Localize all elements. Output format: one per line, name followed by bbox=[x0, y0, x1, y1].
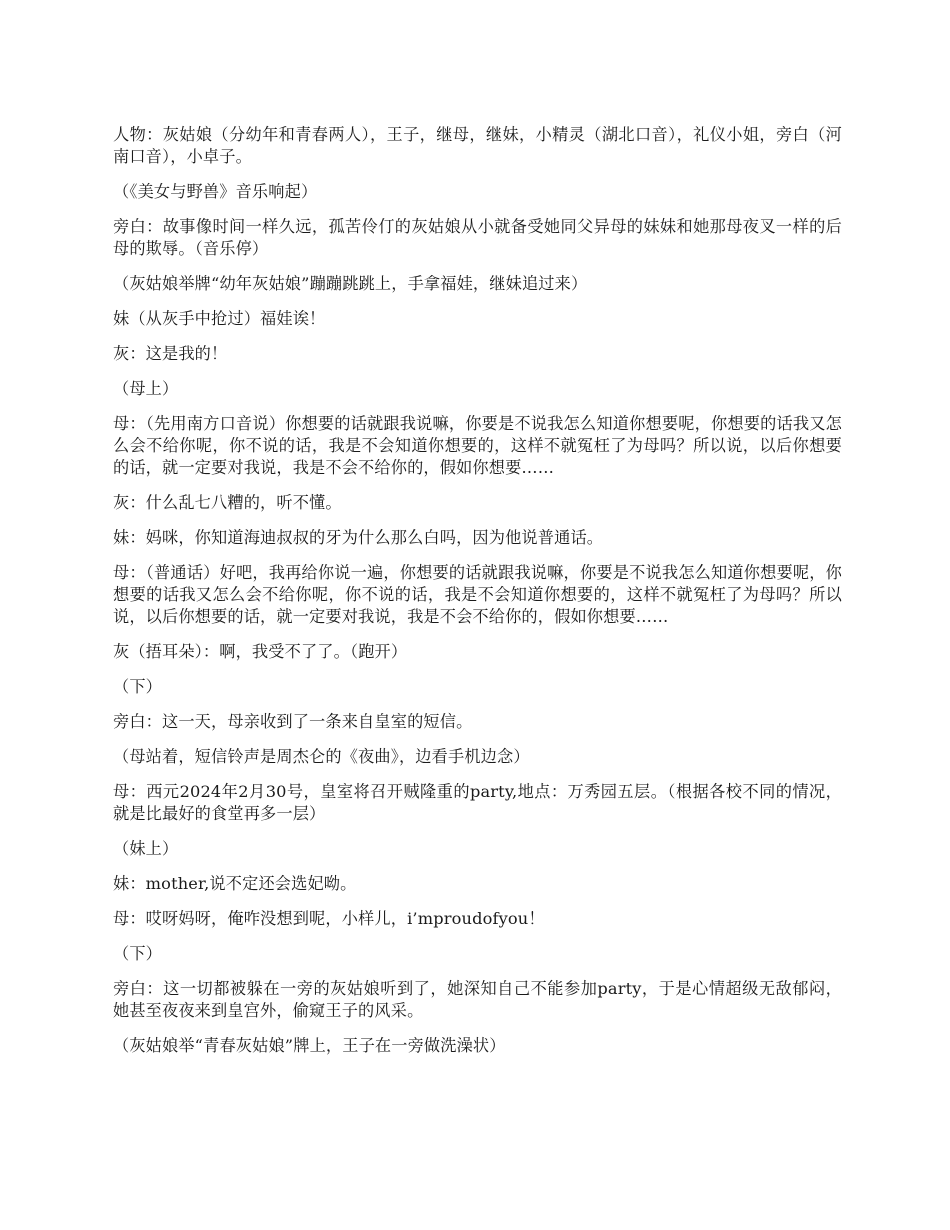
dialogue-line: 妹：妈咪，你知道海迪叔叔的牙为什么那么白吗，因为他说普通话。 bbox=[113, 528, 604, 547]
stage-direction: （灰姑娘举“青春灰姑娘”牌上，王子在一旁做洗澡状） bbox=[113, 1036, 506, 1055]
cast-list: 人物：灰姑娘（分幼年和青春两人），王子，继母，继妹，小精灵（湖北口音），礼仪小姐，旁白（河南口音），小卓子。 bbox=[113, 125, 842, 166]
dialogue-line: 灰：什么乱七八糟的，听不懂。 bbox=[113, 493, 342, 512]
dialogue-line: 妹：mother,说不定还会选妃呦。 bbox=[113, 874, 357, 893]
stage-direction: （母上） bbox=[113, 379, 179, 398]
stage-direction: （《美女与野兽》音乐响起） bbox=[113, 182, 318, 201]
dialogue-line: 母：西元2024年2月30号，皇室将召开贼隆重的party,地点：万秀园五层。（根据各校不同的情况，就是比最好的食堂再多一层） bbox=[113, 782, 842, 823]
dialogue-line: 灰：这是我的！ bbox=[113, 344, 228, 363]
dialogue-line: 旁白：故事像时间一样久远，孤苦伶仃的灰姑娘从小就备受她同父异母的妹妹和她那母夜叉一样的后母的欺辱。（音乐停） bbox=[113, 217, 842, 258]
stage-direction: （下） bbox=[113, 944, 163, 963]
stage-direction: （灰姑娘举牌“幼年灰姑娘”蹦蹦跳跳上，手拿福娃，继妹追过来） bbox=[113, 274, 588, 293]
stage-direction: （妹上） bbox=[113, 839, 179, 858]
dialogue-line: 旁白：这一切都被躲在一旁的灰姑娘听到了，她深知自己不能参加party，于是心情超级无敌郁闷，她甚至夜夜来到皇宫外，偷窥王子的风采。 bbox=[113, 979, 842, 1020]
dialogue-line: 母：（普通话）好吧，我再给你说一遍，你想要的话就跟我说嘛，你要是不说我怎么知道你想要呢，你想要的话我又怎么会不给你呢，你不说的话，我是不会知道你想要的，这样不就冤枉了为母吗？所以说，以后你想要的话，就一定要对我说，我是不会不给你的，假如你想要…… bbox=[113, 563, 842, 626]
stage-direction: （下） bbox=[113, 677, 163, 696]
dialogue-line: 母：（先用南方口音说）你想要的话就跟我说嘛，你要是不说我怎么知道你想要呢，你想要的话我又怎么会不给你呢，你不说的话，我是不会知道你想要的，这样不就冤枉了为母吗？所以说，以后你想要的话，就一定要对我说，我是不会不给你的，假如你想要…… bbox=[113, 414, 842, 477]
dialogue-line: 妹（从灰手中抢过）福娃诶！ bbox=[113, 309, 326, 328]
dialogue-line: 灰（捂耳朵）：啊，我受不了了。（跑开） bbox=[113, 642, 408, 661]
stage-direction: （母站着，短信铃声是周杰仑的《夜曲》，边看手机边念） bbox=[113, 747, 530, 766]
dialogue-line: 旁白：这一天，母亲收到了一条来自皇室的短信。 bbox=[113, 712, 473, 731]
dialogue-line: 母：哎呀妈呀，俺咋没想到呢，小样儿，i’mproudofyou！ bbox=[113, 909, 545, 928]
